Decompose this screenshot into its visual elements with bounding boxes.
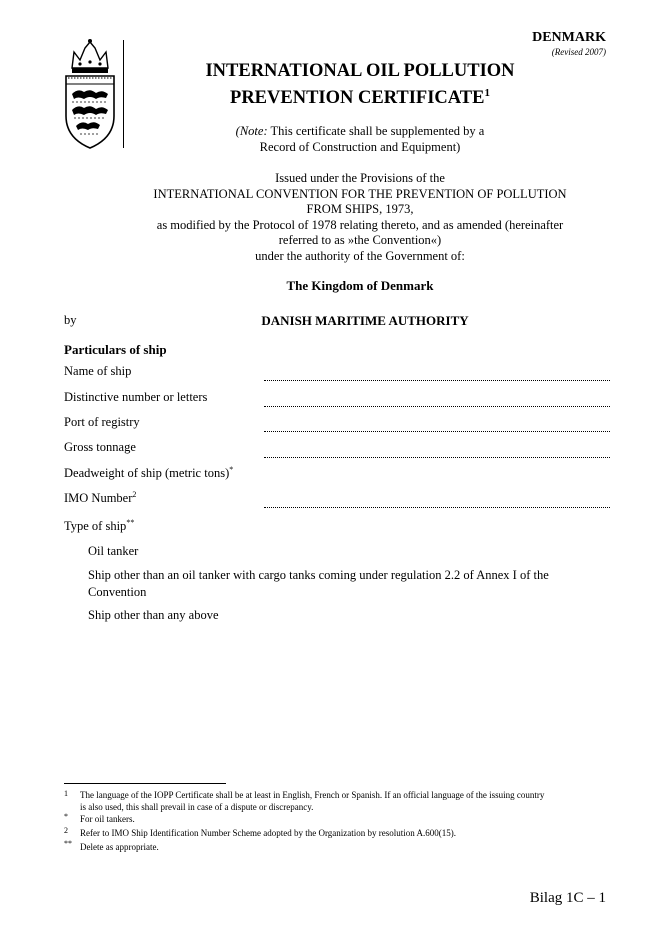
footnote-text: Delete as appropriate. <box>80 842 159 852</box>
issued-line: as modified by the Protocol of 1978 relating thereto, and as amended (hereinafter <box>156 217 564 232</box>
page-reference: Bilag 1C – 1 <box>529 890 606 906</box>
footnote-text: is also used, this shall prevail in case of a dispute or discrepancy. <box>80 802 314 812</box>
issued-line: FROM SHIPS, 1973, <box>306 202 414 216</box>
crest-divider <box>123 40 124 148</box>
title-line-1: INTERNATIONAL OIL POLLUTION <box>205 61 515 81</box>
issued-line: referred to as »the Convention«) <box>278 233 442 247</box>
footnote-mark: ** <box>64 839 72 848</box>
title-line-2 <box>150 82 570 109</box>
ship-type-option-cargo-tanks[interactable] <box>88 568 618 600</box>
note-line-2: Record of Construction and Equipment) <box>259 139 461 154</box>
ship-type-option-other[interactable]: Ship other than any above <box>88 608 219 622</box>
footnote-divider <box>64 783 226 784</box>
field-label-distinctive-number: Distinctive number or letters <box>64 390 208 404</box>
ship-type-option-cargo-tanks-line-2: Convention <box>88 585 147 599</box>
authority-name: DANISH MARITIME AUTHORITY <box>261 313 469 328</box>
note-prefix: (Note: <box>235 124 268 138</box>
type-of-ship-footnote-ref: ** <box>126 518 135 527</box>
type-of-ship-text: Type of ship <box>64 519 127 534</box>
imo-number-field[interactable] <box>264 507 610 508</box>
note-block <box>150 124 570 155</box>
issued-line: INTERNATIONAL CONVENTION FOR THE PREVENTION OF POLLUTION <box>153 186 567 201</box>
revision-label: (Revised 2007) <box>551 47 606 57</box>
deadweight-footnote-ref: * <box>229 465 234 474</box>
field-label-port-of-registry: Port of registry <box>64 415 140 429</box>
imo-label-text: IMO Number <box>64 491 133 506</box>
deadweight-label-text: Deadweight of ship (metric tons) <box>64 466 230 481</box>
country-label: DENMARK <box>532 30 606 45</box>
footnote-mark: 2 <box>64 826 68 835</box>
field-label-type-of-ship <box>64 518 134 534</box>
footnote-mark: * <box>64 812 68 821</box>
field-label-gross-tonnage: Gross tonnage <box>64 440 136 454</box>
name-of-ship-field[interactable] <box>264 380 610 381</box>
particulars-heading: Particulars of ship <box>64 342 167 357</box>
issued-under-block <box>110 171 610 264</box>
footnote-mark: 1 <box>64 789 68 798</box>
government-name: The Kingdom of Denmark <box>286 278 434 293</box>
footnote-text: The language of the IOPP Certificate shall be at least in English, French or Spanish. If an official language of the issuing country <box>80 790 545 800</box>
title-line-2-text: PREVENTION CERTIFICATE <box>230 88 485 109</box>
field-label-name-of-ship: Name of ship <box>64 364 132 378</box>
title-footnote-ref: 1 <box>484 87 490 99</box>
issued-line: under the authority of the Government of: <box>255 248 465 263</box>
port-of-registry-field[interactable] <box>264 431 610 432</box>
field-label-imo-number <box>64 490 136 506</box>
by-label: by <box>64 313 77 327</box>
note-line-1 <box>150 124 570 140</box>
imo-footnote-ref: 2 <box>132 490 137 499</box>
ship-type-option-oil-tanker[interactable]: Oil tanker <box>88 544 139 558</box>
ship-type-option-cargo-tanks-line-1: Ship other than an oil tanker with cargo tanks coming under regulation 2.2 of Annex I of the <box>88 568 549 582</box>
certificate-title <box>150 60 570 109</box>
gross-tonnage-field[interactable] <box>264 457 610 458</box>
distinctive-number-field[interactable] <box>264 406 610 407</box>
danish-coat-of-arms-icon <box>60 38 120 150</box>
footnote-text: Refer to IMO Ship Identification Number Scheme adopted by the Organization by resolution A.600(15). <box>80 828 457 838</box>
note-line-1-text: This certificate shall be supplemented by a <box>267 124 485 138</box>
footnote-text: For oil tankers. <box>80 814 135 824</box>
field-label-deadweight <box>64 465 233 481</box>
issued-line: Issued under the Provisions of the <box>275 171 445 185</box>
